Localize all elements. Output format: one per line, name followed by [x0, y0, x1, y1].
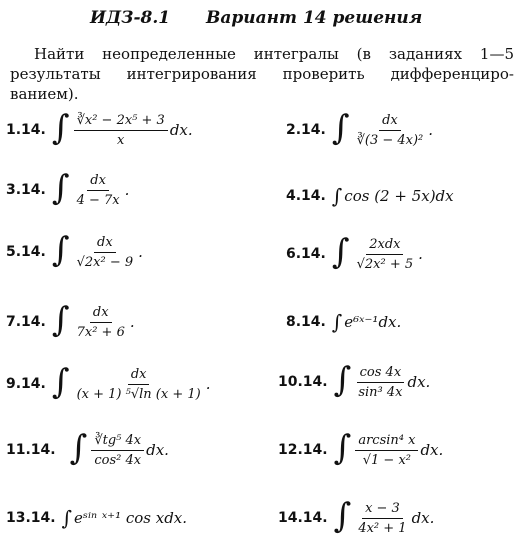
instructions — [10, 44, 514, 104]
denominator: 7x² + 6 — [76, 324, 125, 340]
integral-icon: ∫ — [51, 230, 70, 270]
task-number: 1.14. — [6, 122, 46, 138]
tail: . — [428, 121, 434, 139]
task-1 — [6, 108, 193, 152]
task-13 — [6, 496, 187, 540]
integrand: e⁶ˣ⁻¹dx. — [344, 313, 402, 331]
task-number: 5.14. — [6, 244, 46, 260]
numerator: 2xdx — [366, 237, 403, 255]
fraction — [355, 433, 418, 468]
numerator: ∛tg⁵ 4x — [91, 433, 144, 451]
integral-icon: ∫ — [51, 168, 70, 208]
task-number: 13.14. — [6, 510, 56, 526]
instructions-line-3: ванием). — [10, 85, 79, 103]
tail: dx. — [146, 441, 169, 459]
denominator: cos² 4x — [94, 452, 142, 468]
integrand: cos (2 + 5x)dx — [344, 187, 454, 205]
tail: . — [205, 375, 211, 393]
integral-icon: ∫ — [61, 506, 73, 530]
task-number: 7.14. — [6, 314, 46, 330]
task-number: 9.14. — [6, 376, 46, 392]
fraction — [355, 365, 405, 400]
integral-icon: ∫ — [333, 360, 352, 400]
tail: . — [138, 243, 143, 261]
task-7 — [6, 300, 135, 344]
integrand: eˢⁱⁿ ˣ⁺¹ cos xdx. — [74, 509, 188, 527]
task-number: 10.14. — [278, 374, 328, 390]
integral-icon: ∫ — [333, 428, 352, 468]
task-4 — [286, 174, 454, 218]
task-number: 4.14. — [286, 188, 326, 204]
numerator: dx — [94, 235, 116, 253]
denominator: (x + 1) ⁵√ln (x + 1) — [76, 386, 201, 402]
task-12 — [278, 428, 443, 472]
tail: dx. — [411, 509, 435, 527]
fraction — [74, 305, 128, 340]
denominator: sin³ 4x — [358, 384, 403, 400]
numerator: dx — [128, 367, 150, 385]
denominator: x — [117, 132, 125, 148]
task-9 — [6, 362, 210, 406]
denominator: √2x² + 5 — [356, 256, 414, 272]
numerator: dx — [90, 305, 112, 323]
fraction — [74, 113, 168, 148]
denominator: √1 − x² — [362, 452, 412, 468]
denominator: √2x² − 9 — [76, 254, 134, 270]
fraction — [74, 235, 137, 270]
task-number: 6.14. — [286, 246, 326, 262]
task-number: 11.14. — [6, 442, 56, 458]
denominator: 4 − 7x — [76, 192, 120, 208]
denominator: 4x² + 1 — [358, 520, 407, 536]
instructions-line-1: Найти неопределенные интегралы (в заданиях 1—5 — [34, 45, 514, 63]
task-14 — [278, 496, 434, 540]
task-number: 8.14. — [286, 314, 326, 330]
task-8 — [286, 300, 401, 344]
integral-icon: ∫ — [69, 428, 88, 468]
task-2 — [286, 108, 433, 152]
task-number: 12.14. — [278, 442, 328, 458]
task-3 — [6, 168, 129, 212]
fraction — [91, 433, 144, 468]
task-number: 2.14. — [286, 122, 326, 138]
tail: dx. — [420, 441, 444, 459]
numerator: dx — [379, 113, 401, 131]
integral-icon: ∫ — [51, 300, 70, 340]
task-5 — [6, 230, 143, 274]
fraction — [354, 237, 417, 272]
numerator: arcsin⁴ x — [355, 433, 418, 451]
numerator: x − 3 — [362, 501, 403, 519]
tail: dx. — [169, 121, 193, 139]
tail: dx. — [407, 373, 431, 391]
denominator: ∛(3 − 4x)² — [356, 132, 424, 148]
integral-icon: ∫ — [51, 108, 70, 148]
integral-icon: ∫ — [331, 184, 343, 208]
task-10 — [278, 360, 430, 404]
integral-icon: ∫ — [331, 232, 350, 272]
variant-title: Вариант 14 решения — [206, 8, 423, 28]
task-number: 3.14. — [6, 182, 46, 198]
task-6 — [286, 232, 423, 276]
tail: . — [418, 245, 423, 263]
integral-icon: ∫ — [51, 362, 70, 402]
numerator: dx — [87, 173, 109, 191]
numerator: ∛x² − 2x⁵ + 3 — [74, 113, 168, 131]
fraction — [354, 113, 427, 148]
tail: . — [124, 181, 130, 199]
fraction — [74, 367, 204, 402]
tail: . — [129, 313, 135, 331]
task-11 — [6, 428, 169, 472]
task-number: 14.14. — [278, 510, 328, 526]
page-header — [0, 8, 526, 30]
integral-icon: ∫ — [331, 108, 350, 148]
numerator: cos 4x — [357, 365, 405, 383]
assignment-title: ИДЗ-8.1 — [90, 8, 171, 28]
fraction — [355, 501, 409, 536]
instructions-line-2: результаты интегрирования проверить дифференциро- — [10, 65, 514, 83]
integral-icon: ∫ — [331, 310, 343, 334]
fraction — [74, 173, 123, 208]
integral-icon: ∫ — [333, 496, 352, 536]
